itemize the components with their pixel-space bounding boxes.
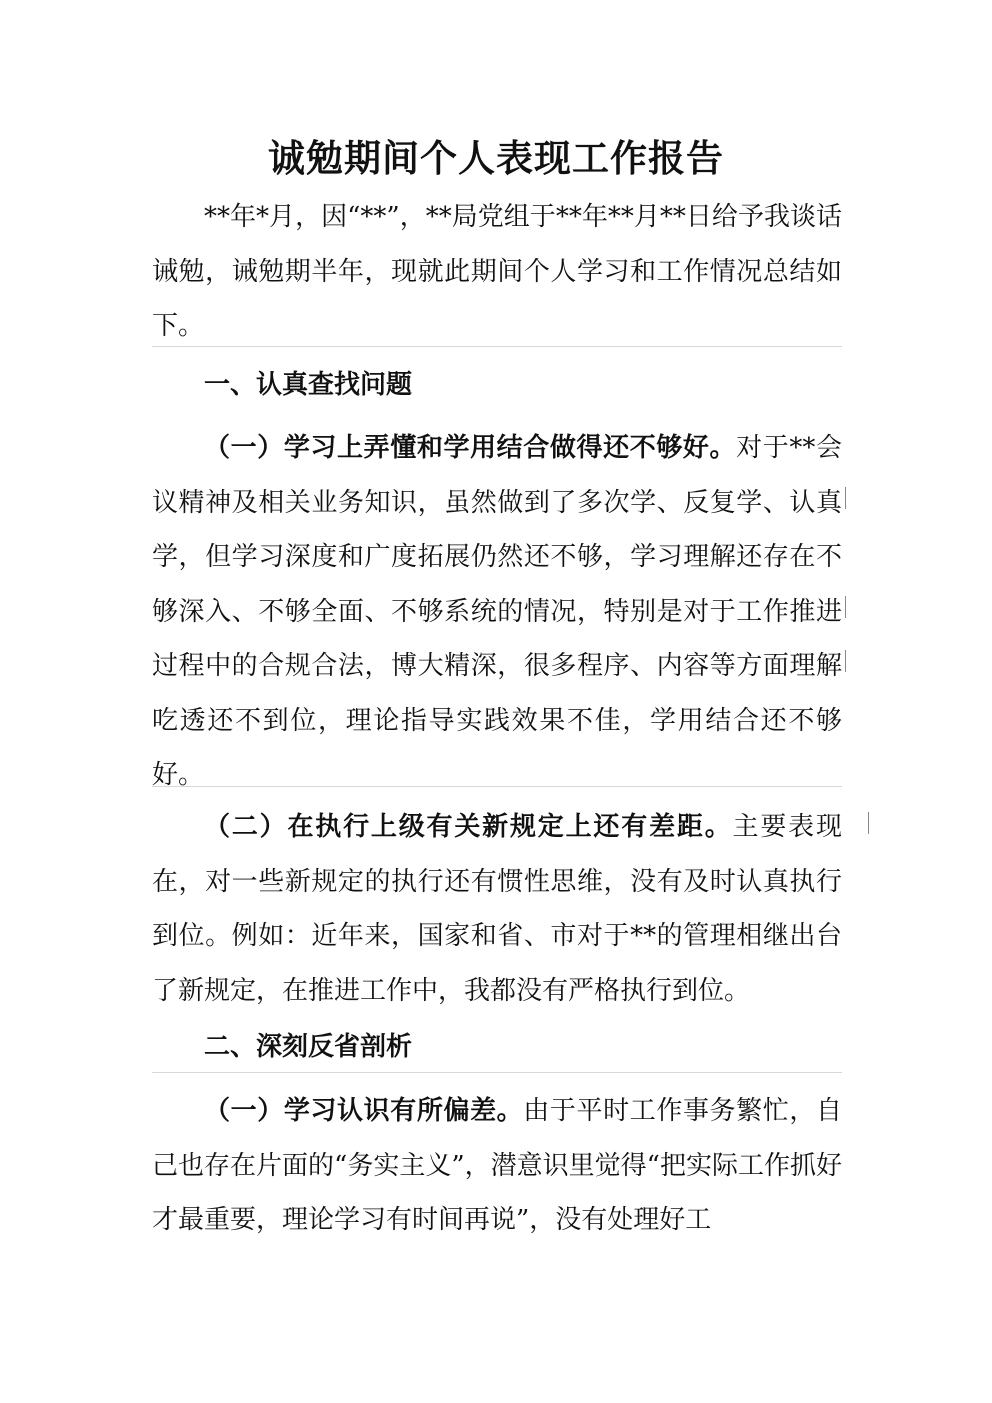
section1-item2-lead: （二）在执行上级有关新规定上还有差距。 <box>204 812 733 842</box>
document-title: 诚勉期间个人表现工作报告 <box>268 136 724 180</box>
section-divider <box>152 1072 842 1073</box>
section1-heading: 一、认真查找问题 <box>204 370 413 400</box>
margin-marker <box>845 487 846 509</box>
intro-paragraph: **年*月，因“**”，**局党组于**年**月**日给予我谈话诫勉，诫勉期半年，现就此期间个人学习和工作情况总结如下。 <box>152 202 842 341</box>
margin-marker <box>868 812 869 834</box>
section-divider <box>152 346 842 347</box>
section2-item1-body: 由于平时工作事务繁忙，自己也存在片面的“务实主义”，潜意识里觉得“把实际工作抓好才最重要，理论学习有时间再说”，没有处理好工 <box>152 1096 842 1235</box>
section2-heading: 二、深刻反省剖析 <box>204 1032 413 1062</box>
section1-item2-paragraph <box>152 800 842 1018</box>
margin-marker <box>845 596 846 618</box>
section2-item1-lead: （一）学习认识有所偏差。 <box>204 1096 524 1126</box>
margin-marker <box>845 650 846 672</box>
section1-item1-body: 对于**会议精神及相关业务知识，虽然做到了多次学、反复学、认真学，但学习深度和广度拓展仍然还不够，学习理解还存在不够深入、不够全面、不够系统的情况，特别是对于工作推进过程中的合规合法，博大精深，很多程序、内容等方面理解吃透还不到位，理论指导实践效果不佳，学用结合还不够好。 <box>152 433 842 790</box>
section1-item1-lead: （一）学习上弄懂和学用结合做得还不够好。 <box>204 433 737 463</box>
section-divider <box>152 786 842 787</box>
section2-item1-paragraph <box>152 1084 842 1248</box>
section1-item1-paragraph <box>152 421 842 803</box>
section1-item2-body: 主要表现在，对一些新规定的执行还有惯性思维，没有及时认真执行到位。例如：近年来，国家和省、市对于**的管理相继出台了新规定，在推进工作中，我都没有严格执行到位。 <box>152 812 842 1006</box>
